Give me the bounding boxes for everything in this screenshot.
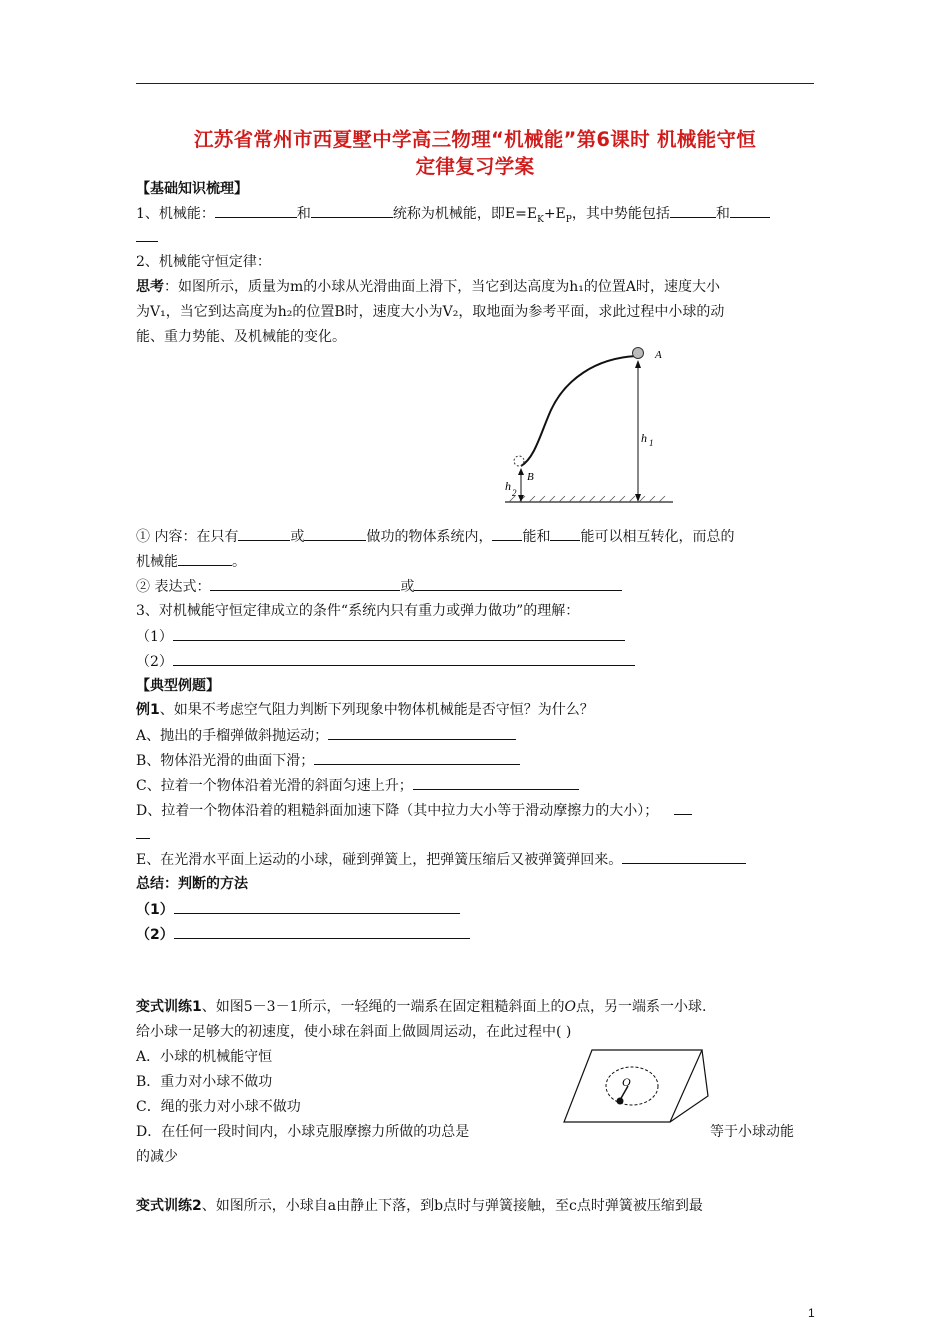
label-h2-sub: 2: [512, 488, 517, 498]
example1-option-b: B、物体沿光滑的曲面下滑；: [136, 750, 520, 771]
label-h2: h: [505, 479, 511, 493]
expression-line: ② 表达式： 或: [136, 576, 622, 597]
content-line1: ① 内容：在只有 或 做功的物体系统内， 能和 能可以相互转化，而总的: [136, 526, 734, 547]
variant1-option-d-end: 的减少: [136, 1149, 178, 1165]
example1-option-e: E、在光滑水平面上运动的小球，碰到弹簧上，把弹簧压缩后又被弹簧弹回来。: [136, 849, 746, 870]
h2-arrow-down: [518, 495, 524, 502]
ball: [617, 1098, 624, 1105]
example1-option-a: A、抛出的手榴弹做斜抛运动；: [136, 725, 516, 746]
section-heading-basics: 【基础知识梳理】: [136, 181, 248, 197]
variant2-line1: 变式训练2、如图所示，小球自a由静止下落，到b点时与弹簧接触，至c点时弹簧被压缩到最: [136, 1198, 703, 1214]
h1-arrow-up: [635, 360, 641, 368]
example1-option-c: C、拉着一个物体沿着光滑的斜面匀速上升；: [136, 775, 579, 796]
incline-face: [564, 1050, 702, 1122]
item2-line: 2、机械能守恒定律：: [136, 254, 271, 270]
think-line2: 为V₁，当它到达高度为h₂的位置B时，速度大小为V₂，取地面为参考平面，求此过程中小球的动: [136, 304, 725, 320]
variant1-option-d-cont: 等于小球动能: [710, 1124, 794, 1140]
content-line2: 机械能 。: [136, 551, 246, 572]
label-h1-sub: 1: [649, 438, 654, 448]
curved-slope-figure: [495, 340, 685, 510]
variant1-option-b: B．重力对小球不做功: [136, 1074, 273, 1090]
think-line1: 思考：如图所示，质量为m的小球从光滑曲面上滑下，当它到达高度为h₁的位置A时，速度大小: [136, 279, 721, 295]
header-rule: [136, 83, 814, 84]
item3-line: 3、对机械能守恒定律成立的条件“系统内只有重力或弹力做功”的理解：: [136, 603, 580, 619]
example1-prompt: 例1、如果不考虑空气阻力判断下列现象中物体机械能是否守恒？为什么？: [136, 702, 594, 718]
item1-wrap: [136, 227, 158, 248]
item3-blank1: （1）: [136, 626, 625, 647]
circular-path: [606, 1067, 658, 1105]
variant1-line2: 给小球一足够大的初速度，使小球在斜面上做圆周运动，在此过程中( ): [136, 1024, 572, 1040]
summary-blank1: （1）: [136, 899, 460, 920]
summary-heading: 总结：判断的方法: [136, 876, 248, 892]
summary-blank2: （2）: [136, 924, 470, 945]
page-number: 1: [808, 1306, 815, 1320]
variant1-option-a: A．小球的机械能守恒: [136, 1049, 273, 1065]
think-line3: 能、重力势能、及机械能的变化。: [136, 329, 346, 345]
ball-A: [633, 348, 644, 359]
variant1-option-c: C．绳的张力对小球不做功: [136, 1099, 301, 1115]
example1-option-d: D、拉着一个物体沿着的粗糙斜面加速下降（其中拉力大小等于滑动摩擦力的大小）；: [136, 800, 692, 821]
section-heading-examples: 【典型例题】: [136, 678, 220, 694]
page-title-line2: 定律复习学案: [415, 155, 535, 178]
variant1-option-d: D．在任何一段时间内，小球克服摩擦力所做的功总是: [136, 1124, 470, 1140]
h2-arrow-up: [518, 468, 524, 475]
incline-circle-figure: [562, 1046, 712, 1126]
incline-side: [670, 1050, 708, 1122]
label-O: O: [622, 1075, 631, 1089]
ground-hatching: [509, 496, 665, 502]
example1-option-d-wrap: [136, 824, 150, 845]
curved-track: [521, 356, 637, 466]
label-A: A: [655, 349, 662, 361]
item3-blank2: （2）: [136, 651, 635, 672]
page-title: 江苏省常州市西夏墅中学高三物理“机械能”第6课时 机械能守恒: [194, 128, 756, 151]
label-h1: h: [641, 431, 647, 445]
label-B: B: [527, 471, 534, 483]
item1-line: 1、机械能： 和 统称为机械能，即$E=E_K+E_P$，其中势能包括 和: [136, 203, 770, 230]
variant1-line1: 变式训练1、如图5－3－1所示，一轻绳的一端系在固定粗糙斜面上的O点，另一端系一小球.: [136, 999, 707, 1015]
